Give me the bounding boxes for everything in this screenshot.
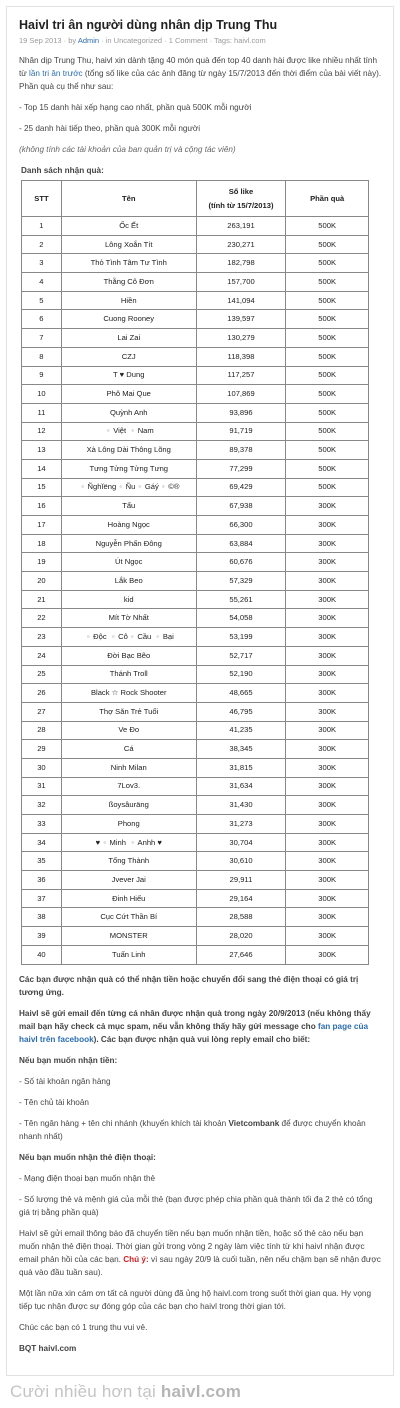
row-likes: 30,610 — [196, 852, 286, 871]
row-stt: 27 — [22, 702, 62, 721]
row-name: Cục Cứt Thần Bí — [61, 908, 196, 927]
row-name: Thỏ Tình Tâm Tư Tình — [61, 254, 196, 273]
row-name: Hiền — [61, 291, 196, 310]
row-likes: 107,869 — [196, 385, 286, 404]
row-likes: 230,271 — [196, 235, 286, 254]
row-gift: 300K — [286, 497, 369, 516]
row-gift: 500K — [286, 459, 369, 478]
header-likes-line1: Số like — [228, 186, 254, 196]
row-stt: 40 — [22, 945, 62, 964]
table-row — [22, 497, 369, 516]
row-likes: 57,329 — [196, 572, 286, 591]
row-stt: 5 — [22, 291, 62, 310]
row-gift: 300K — [286, 646, 369, 665]
notice-paragraph — [19, 1227, 385, 1279]
row-likes: 182,798 — [196, 254, 286, 273]
row-likes: 93,896 — [196, 403, 286, 422]
row-name: 7Lov3. — [61, 777, 196, 796]
row-gift: 300K — [286, 721, 369, 740]
thanks-paragraph: Một lần nữa xin cảm ơn tất cả người dùng đã ủng hộ haivl.com trong suốt thời gian qua. Hy vọng tiếp tục nhận được sự đóng góp của các bạn cho haivl trong thời gian tới. — [19, 1288, 372, 1311]
row-stt: 34 — [22, 833, 62, 852]
row-stt: 25 — [22, 665, 62, 684]
previous-thanks-link[interactable]: lần tri ân trước — [29, 69, 83, 78]
row-stt: 17 — [22, 516, 62, 535]
table-row — [22, 572, 369, 591]
meta-separator: · by — [61, 36, 78, 45]
row-gift: 300K — [286, 553, 369, 572]
row-name: Lông Xoắn Tít — [61, 235, 196, 254]
table-row — [22, 927, 369, 946]
row-likes: 157,700 — [196, 273, 286, 292]
row-stt: 39 — [22, 927, 62, 946]
row-likes: 139,597 — [196, 310, 286, 329]
row-name: Tẩu — [61, 497, 196, 516]
winners-table — [21, 180, 369, 965]
row-stt: 36 — [22, 871, 62, 890]
table-row — [22, 815, 369, 834]
row-gift: 500K — [286, 254, 369, 273]
row-gift: 300K — [286, 516, 369, 535]
row-name: CZJ — [61, 347, 196, 366]
table-body — [22, 217, 369, 965]
row-gift: 300K — [286, 665, 369, 684]
row-gift: 500K — [286, 217, 369, 236]
table-row — [22, 516, 369, 535]
wish-paragraph: Chúc các bạn có 1 trung thu vui vẻ. — [19, 1322, 148, 1332]
row-gift: 300K — [286, 702, 369, 721]
row-likes: 53,199 — [196, 628, 286, 647]
row-likes: 28,588 — [196, 908, 286, 927]
table-row — [22, 609, 369, 628]
row-gift: 300K — [286, 908, 369, 927]
row-stt: 7 — [22, 329, 62, 348]
meta-separator: · Tags: — [207, 36, 235, 45]
cash-heading: Nếu bạn muốn nhận tiền: — [19, 1055, 118, 1065]
row-name: ▫️Ñghĭëng▫️Ñu▫️Gáý▫️©® — [61, 478, 196, 497]
table-row — [22, 553, 369, 572]
row-likes: 89,378 — [196, 441, 286, 460]
prize-tier-2: - 25 danh hài tiếp theo, phần quà 300K mỗi người — [19, 124, 201, 133]
row-stt: 30 — [22, 758, 62, 777]
email-text-end: ). Các bạn được nhận quà vui lòng reply email cho biết: — [93, 1034, 311, 1044]
row-gift: 300K — [286, 609, 369, 628]
row-likes: 63,884 — [196, 534, 286, 553]
row-likes: 77,299 — [196, 459, 286, 478]
tag-link[interactable]: haivl.com — [234, 36, 266, 45]
row-gift: 300K — [286, 815, 369, 834]
row-stt: 35 — [22, 852, 62, 871]
table-row — [22, 908, 369, 927]
row-name: Nguyễn Phấn Đông — [61, 534, 196, 553]
row-stt: 16 — [22, 497, 62, 516]
row-name: Cá — [61, 740, 196, 759]
watermark-text: Cười nhiều hơn tại — [10, 1382, 161, 1401]
meta-separator: · — [162, 36, 169, 45]
row-stt: 10 — [22, 385, 62, 404]
row-likes: 31,430 — [196, 796, 286, 815]
watermark — [10, 1382, 241, 1402]
row-likes: 69,429 — [196, 478, 286, 497]
row-gift: 500K — [286, 329, 369, 348]
row-gift: 300K — [286, 871, 369, 890]
row-name: Phô Mai Que — [61, 385, 196, 404]
post-card — [6, 6, 394, 1376]
table-row — [22, 945, 369, 964]
row-name: Cuong Rooney — [61, 310, 196, 329]
row-gift: 500K — [286, 366, 369, 385]
row-name: T ♥ Dung — [61, 366, 196, 385]
category-link[interactable]: Uncategorized — [113, 36, 163, 45]
prize-tier-1: - Top 15 danh hài xếp hạng cao nhất, phần quà 500K mỗi người — [19, 103, 252, 112]
row-name: Thánh Troll — [61, 665, 196, 684]
row-gift: 300K — [286, 628, 369, 647]
table-row — [22, 833, 369, 852]
row-name: Jvever Jai — [61, 871, 196, 890]
row-name: Đinh Hiếu — [61, 889, 196, 908]
row-likes: 30,704 — [196, 833, 286, 852]
row-name: Phong — [61, 815, 196, 834]
cash-item-bank — [19, 1117, 385, 1143]
row-name: Ninh Milan — [61, 758, 196, 777]
table-row — [22, 217, 369, 236]
row-likes: 27,646 — [196, 945, 286, 964]
row-likes: 118,398 — [196, 347, 286, 366]
table-row — [22, 235, 369, 254]
post-title[interactable]: Haivl tri ân người dùng nhân dịp Trung Thu — [19, 18, 278, 32]
row-name: MONSTER — [61, 927, 196, 946]
row-gift: 300K — [286, 833, 369, 852]
row-stt: 18 — [22, 534, 62, 553]
row-gift: 300K — [286, 777, 369, 796]
email-text: Haivl sẽ gửi email đến từng cá nhân được nhận quà trong ngày 20/9/2013 (nếu không thấy mail bạn hãy check cả mục spam, nếu vẫn không thấy hãy gửi message cho — [19, 1008, 371, 1031]
row-stt: 19 — [22, 553, 62, 572]
row-name: ▫️Việt ▫️Nam — [61, 422, 196, 441]
fanpage-link[interactable]: fan page của haivl trên facebook — [19, 1021, 369, 1044]
row-name: Tổng Thành — [61, 852, 196, 871]
row-likes: 263,191 — [196, 217, 286, 236]
header-gift: Phần quà — [286, 181, 369, 217]
row-name: Mít Tờ Nhất — [61, 609, 196, 628]
table-row — [22, 646, 369, 665]
table-row — [22, 422, 369, 441]
table-row — [22, 385, 369, 404]
row-gift: 500K — [286, 273, 369, 292]
row-stt: 32 — [22, 796, 62, 815]
table-row — [22, 702, 369, 721]
row-likes: 60,676 — [196, 553, 286, 572]
notice-text-end: vì sau ngày 20/9 là cuối tuần, nên nếu chậm bạn sẽ nhận được quà vào đầu tuần sau). — [19, 1254, 381, 1277]
row-likes: 31,273 — [196, 815, 286, 834]
bank-name: Vietcombank — [228, 1118, 280, 1128]
row-name: Ốc Ết — [61, 217, 196, 236]
row-likes: 54,058 — [196, 609, 286, 628]
row-name: Thằng Cô Đơn — [61, 273, 196, 292]
row-likes: 52,190 — [196, 665, 286, 684]
row-gift: 300K — [286, 572, 369, 591]
row-likes: 28,020 — [196, 927, 286, 946]
row-stt: 38 — [22, 908, 62, 927]
row-gift: 500K — [286, 441, 369, 460]
row-gift: 500K — [286, 385, 369, 404]
row-gift: 500K — [286, 310, 369, 329]
row-gift: 300K — [286, 758, 369, 777]
row-name: Lắk Beo — [61, 572, 196, 591]
table-row — [22, 740, 369, 759]
table-row — [22, 758, 369, 777]
row-stt: 13 — [22, 441, 62, 460]
table-row — [22, 721, 369, 740]
bank-text: - Tên ngân hàng + tên chi nhánh (khuyến khích tài khoản — [19, 1118, 229, 1128]
intro-paragraph — [19, 54, 385, 93]
row-likes: 38,345 — [196, 740, 286, 759]
row-gift: 300K — [286, 534, 369, 553]
row-gift: 500K — [286, 291, 369, 310]
table-row — [22, 665, 369, 684]
post-date: 19 Sep 2013 — [19, 36, 62, 45]
row-name: ♥▫️Minh ▫️Anhh ♥ — [61, 833, 196, 852]
row-gift: 500K — [286, 235, 369, 254]
row-name: ▫️Độc ▫️Cô▫️Cầu ▫️Bại — [61, 628, 196, 647]
table-row — [22, 347, 369, 366]
row-gift: 300K — [286, 945, 369, 964]
row-likes: 48,665 — [196, 684, 286, 703]
row-name: Thợ Săn Trẻ Tuổi — [61, 702, 196, 721]
row-name: Xà Lông Dài Thông Lõng — [61, 441, 196, 460]
intro-text-end: (tổng số like của các ảnh đăng từ ngày 15/7/2013 đến thời điểm của bài viết này). Phần quà cụ thể như sau: — [19, 69, 382, 91]
table-header-row — [22, 181, 369, 217]
row-stt: 3 — [22, 254, 62, 273]
row-stt: 23 — [22, 628, 62, 647]
row-likes: 46,795 — [196, 702, 286, 721]
table-row — [22, 291, 369, 310]
table-row — [22, 310, 369, 329]
row-stt: 33 — [22, 815, 62, 834]
row-name: Lai Zai — [61, 329, 196, 348]
row-stt: 37 — [22, 889, 62, 908]
table-row — [22, 478, 369, 497]
row-likes: 55,261 — [196, 590, 286, 609]
row-likes: 41,235 — [196, 721, 286, 740]
row-gift: 500K — [286, 478, 369, 497]
row-gift: 300K — [286, 889, 369, 908]
table-row — [22, 403, 369, 422]
row-stt: 26 — [22, 684, 62, 703]
row-gift: 300K — [286, 590, 369, 609]
row-name: Đời Bạc Bẽo — [61, 646, 196, 665]
meta-separator: · in — [99, 36, 114, 45]
header-likes — [196, 181, 286, 217]
row-gift: 500K — [286, 422, 369, 441]
notice-text: Haivl sẽ gửi email thông báo đã chuyển tiền nếu bạn muốn nhận tiền, hoặc số thẻ cào nếu bạn muốn nhận thẻ điện thoại. Thời gian gửi trong vòng 2 ngày làm việc tính từ khi haivl nhận được email phản hồi của các bạn. — [19, 1228, 365, 1264]
table-row — [22, 684, 369, 703]
table-row — [22, 871, 369, 890]
cash-item: - Tên chủ tài khoản — [19, 1097, 89, 1107]
table-row — [22, 329, 369, 348]
comments-link[interactable]: 1 Comment — [168, 36, 208, 45]
table-row — [22, 852, 369, 871]
table-row — [22, 273, 369, 292]
row-stt: 28 — [22, 721, 62, 740]
row-gift: 300K — [286, 796, 369, 815]
row-likes: 130,279 — [196, 329, 286, 348]
table-row — [22, 441, 369, 460]
signature: BQT haivl.com — [19, 1343, 77, 1353]
table-row — [22, 534, 369, 553]
row-stt: 24 — [22, 646, 62, 665]
row-stt: 4 — [22, 273, 62, 292]
row-likes: 31,815 — [196, 758, 286, 777]
row-name: Quỳnh Anh — [61, 403, 196, 422]
table-row — [22, 254, 369, 273]
row-name: Tưng Tửng Tửng Tưng — [61, 459, 196, 478]
table-row — [22, 628, 369, 647]
header-likes-line2: (tính từ 15/7/2013) — [208, 200, 274, 210]
conversion-note: Các bạn được nhận quà có thể nhận tiền hoặc chuyển đổi sang thẻ điện thoại có giá trị tương ứng. — [19, 974, 359, 997]
bank-text-end: để được chuyển khoản nhanh nhất) — [19, 1118, 366, 1141]
row-likes: 31,634 — [196, 777, 286, 796]
row-stt: 20 — [22, 572, 62, 591]
table-row — [22, 366, 369, 385]
table-row — [22, 889, 369, 908]
row-name: kid — [61, 590, 196, 609]
row-likes: 66,300 — [196, 516, 286, 535]
notice-warning: Chú ý: — [123, 1254, 149, 1264]
row-stt: 6 — [22, 310, 62, 329]
card-item: - Số lượng thẻ và mệnh giá của mỗi thẻ (bạn được phép chia phần quà thành tối đa 2 thẻ có tổng giá trị bằng phần quà) — [19, 1194, 373, 1217]
row-likes: 29,164 — [196, 889, 286, 908]
cash-item: - Số tài khoản ngân hàng — [19, 1076, 111, 1086]
row-stt: 12 — [22, 422, 62, 441]
row-likes: 117,257 — [196, 366, 286, 385]
row-gift: 300K — [286, 852, 369, 871]
row-stt: 15 — [22, 478, 62, 497]
row-name: Tuấn Linh — [61, 945, 196, 964]
row-likes: 67,938 — [196, 497, 286, 516]
row-stt: 1 — [22, 217, 62, 236]
row-stt: 29 — [22, 740, 62, 759]
row-stt: 9 — [22, 366, 62, 385]
row-gift: 300K — [286, 684, 369, 703]
email-paragraph — [19, 1007, 385, 1046]
row-likes: 91,719 — [196, 422, 286, 441]
table-row — [22, 796, 369, 815]
row-stt: 31 — [22, 777, 62, 796]
row-name: ßoysâuräng — [61, 796, 196, 815]
header-name: Tên — [61, 181, 196, 217]
row-stt: 11 — [22, 403, 62, 422]
card-item: - Mạng điện thoại bạn muốn nhận thẻ — [19, 1173, 156, 1183]
row-likes: 52,717 — [196, 646, 286, 665]
row-gift: 500K — [286, 347, 369, 366]
row-likes: 29,911 — [196, 871, 286, 890]
row-name: Hoàng Ngọc — [61, 516, 196, 535]
watermark-brand: haivl.com — [160, 1382, 242, 1401]
exclusion-note: (không tính các tài khoản của ban quản trị và cộng tác viên) — [19, 145, 236, 154]
row-stt: 2 — [22, 235, 62, 254]
row-stt: 21 — [22, 590, 62, 609]
row-stt: 14 — [22, 459, 62, 478]
row-likes: 141,094 — [196, 291, 286, 310]
intro-text: Nhân dịp Trung Thu, haivl xin dành tặng 40 món quà đến top 40 danh hài được like nhiều nhất tính từ — [19, 56, 378, 78]
table-row — [22, 590, 369, 609]
row-name: Black ☆ Rock Shooter — [61, 684, 196, 703]
list-heading: Danh sách nhận quà: — [21, 166, 104, 175]
row-name: Út Ngọc — [61, 553, 196, 572]
card-heading: Nếu bạn muốn nhận thẻ điện thoại: — [19, 1152, 156, 1162]
table-row — [22, 777, 369, 796]
header-stt: STT — [22, 181, 62, 217]
author-link[interactable]: Admin — [77, 36, 100, 45]
post-meta — [19, 36, 385, 46]
row-gift: 300K — [286, 927, 369, 946]
row-gift: 500K — [286, 403, 369, 422]
row-stt: 22 — [22, 609, 62, 628]
post-body — [19, 17, 385, 1355]
row-stt: 8 — [22, 347, 62, 366]
table-row — [22, 459, 369, 478]
row-name: Ve Đo — [61, 721, 196, 740]
row-gift: 300K — [286, 740, 369, 759]
